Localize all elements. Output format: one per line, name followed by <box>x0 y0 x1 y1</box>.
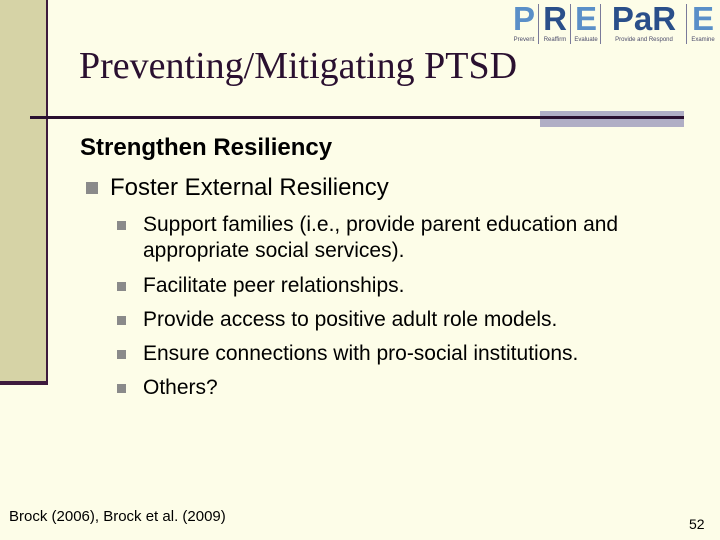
logo-letter: E <box>574 0 597 37</box>
square-bullet-icon <box>117 282 126 291</box>
logo-divider <box>570 4 571 44</box>
list-item <box>117 341 677 367</box>
side-band-accent <box>0 381 48 385</box>
list-item-text: Facilitate peer relationships. <box>143 274 405 297</box>
square-bullet-icon <box>117 384 126 393</box>
list-item-text: Support families (i.e., provide parent education and appropriate social services). <box>143 213 619 262</box>
list-item-text: Provide access to positive adult role models. <box>143 308 558 331</box>
logo-letter: R <box>543 0 567 37</box>
logo-cell-examine <box>690 2 716 44</box>
citation: Brock (2006), Brock et al. (2009) <box>9 508 226 525</box>
logo-divider <box>686 4 687 44</box>
logo-word: Prevent <box>513 37 535 43</box>
slide-title: Preventing/Mitigating PTSD <box>79 45 518 87</box>
logo-cell-evaluate <box>574 2 598 44</box>
level1-bullet-text: Foster External Resiliency <box>110 174 389 201</box>
square-bullet-icon <box>86 182 98 194</box>
title-rule-accent <box>540 111 684 127</box>
page-number: 52 <box>689 516 705 532</box>
list-item-text: Ensure connections with pro-social institutions. <box>143 342 579 365</box>
square-bullet-icon <box>117 316 126 325</box>
list-item <box>117 273 677 299</box>
logo-letter: P <box>512 0 535 37</box>
side-line <box>46 0 48 383</box>
list-item <box>117 212 677 264</box>
logo-word: Reaffirm <box>543 37 567 43</box>
side-band <box>0 0 46 383</box>
logo-letter: E <box>691 0 714 37</box>
logo-letter: PaR <box>611 0 677 37</box>
section-heading: Strengthen Resiliency <box>80 134 333 161</box>
logo-cell-prevent <box>512 2 536 44</box>
square-bullet-icon <box>117 350 126 359</box>
square-bullet-icon <box>117 221 126 230</box>
logo-word: Evaluate <box>574 37 598 43</box>
logo-divider <box>600 4 601 44</box>
list-item-text: Others? <box>143 376 218 399</box>
prepare-logo <box>512 2 720 50</box>
bullet-list <box>117 212 677 409</box>
list-item <box>117 375 677 401</box>
logo-divider <box>538 4 539 44</box>
logo-word: Examine <box>691 37 715 43</box>
list-item <box>117 307 677 333</box>
logo-cell-provide-respond <box>604 2 684 44</box>
logo-cell-reaffirm <box>542 2 568 44</box>
logo-word: Provide and Respond <box>615 37 673 43</box>
level1-bullet <box>80 174 389 202</box>
